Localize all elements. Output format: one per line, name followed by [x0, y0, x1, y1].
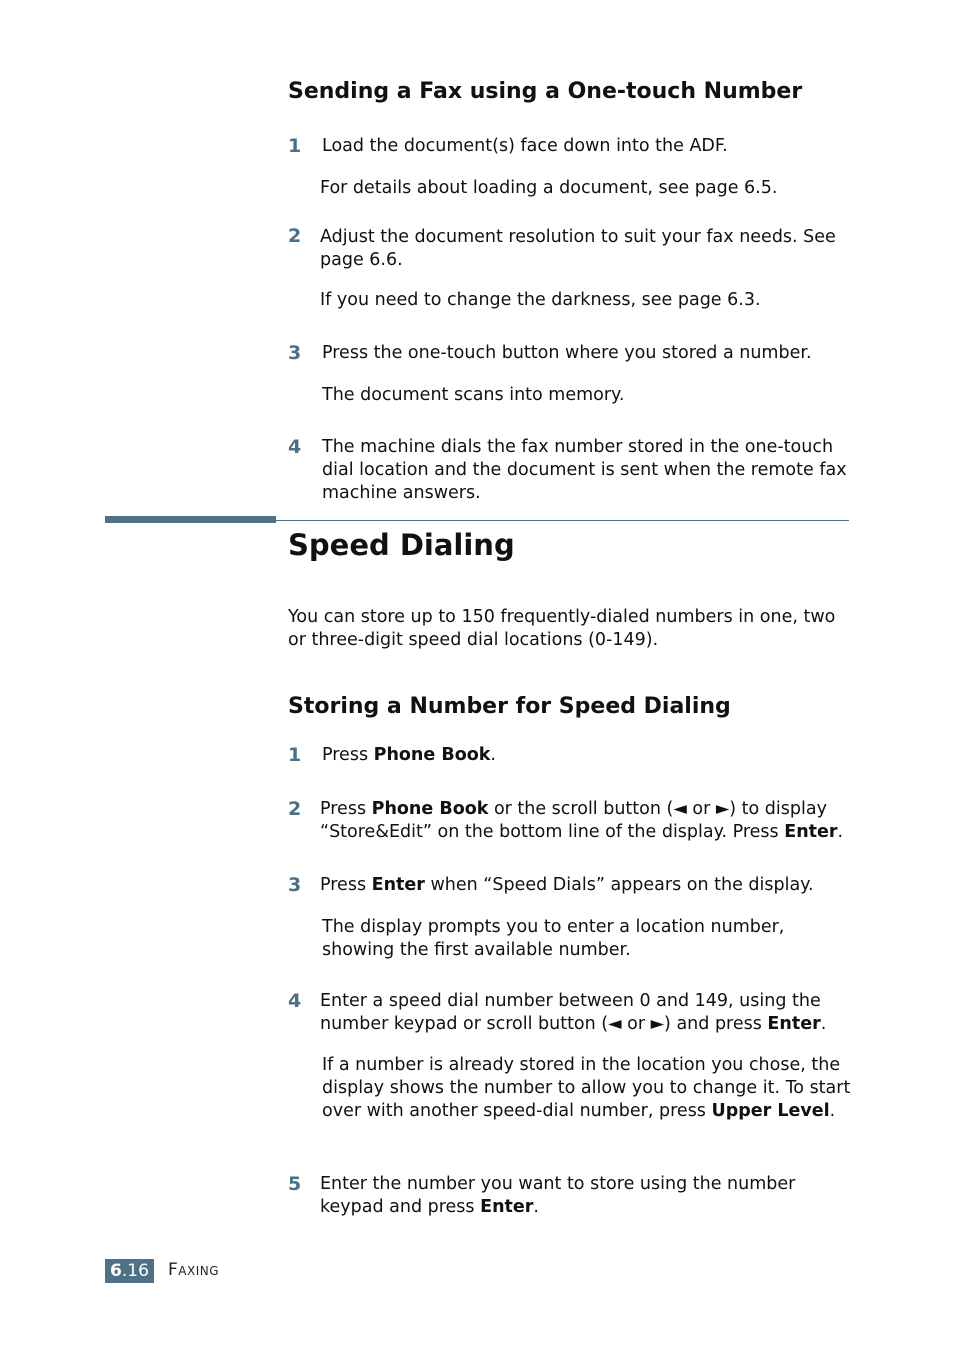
section-intro: You can store up to 150 frequently-dialed numbers in one, two or three-digit speed dial locations (0-149). — [288, 607, 836, 650]
step-number: 2 — [288, 225, 302, 247]
section-divider-accent — [105, 516, 276, 523]
step-note: The display prompts you to enter a location number, showing the first available number. — [322, 917, 785, 960]
step-note: If a number is already stored in the location you chose, the display shows the number to allow you to change it. To start over with another speed-dial number, press Upper Level. — [322, 1055, 851, 1121]
step-text: Load the document(s) face down into the ADF. — [322, 136, 728, 156]
subsection-heading-storing: Storing a Number for Speed Dialing — [288, 694, 731, 719]
step-number: 2 — [288, 798, 302, 820]
step-note: For details about loading a document, see page 6.5. — [320, 178, 778, 198]
step-number: 4 — [288, 436, 302, 458]
page-number-badge: 6.16 — [105, 1259, 154, 1283]
step-number: 4 — [288, 990, 302, 1012]
step-number: 1 — [288, 744, 302, 766]
step-text: Press Phone Book. — [322, 745, 496, 765]
step-note: If you need to change the darkness, see page 6.3. — [320, 290, 761, 310]
step-text: Enter a speed dial number between 0 and 149, using the number keypad or scroll button (◄ or ►) and press Enter. — [320, 991, 827, 1034]
step-number: 3 — [288, 874, 302, 896]
step-note: The document scans into memory. — [322, 385, 625, 405]
section-heading-speed-dialing: Speed Dialing — [288, 528, 515, 562]
step-number: 3 — [288, 342, 302, 364]
step-text: Enter the number you want to store using the number keypad and press Enter. — [320, 1174, 796, 1217]
chapter-label: Faxing — [168, 1260, 220, 1280]
section-divider-line — [276, 520, 849, 521]
step-number: 1 — [288, 135, 302, 157]
step-text: Adjust the document resolution to suit your fax needs. See page 6.6. — [320, 227, 836, 270]
step-text: Press Enter when “Speed Dials” appears on the display. — [320, 875, 814, 895]
step-text: Press Phone Book or the scroll button (◄ or ►) to display “Store&Edit” on the bottom line of the display. Press Enter. — [320, 799, 844, 842]
section-heading-one-touch: Sending a Fax using a One-touch Number — [288, 79, 803, 104]
step-number: 5 — [288, 1173, 302, 1195]
step-text: The machine dials the fax number stored in the one-touch dial location and the document is sent when the remote fax machine answers. — [322, 437, 847, 503]
step-text: Press the one-touch button where you stored a number. — [322, 343, 812, 363]
